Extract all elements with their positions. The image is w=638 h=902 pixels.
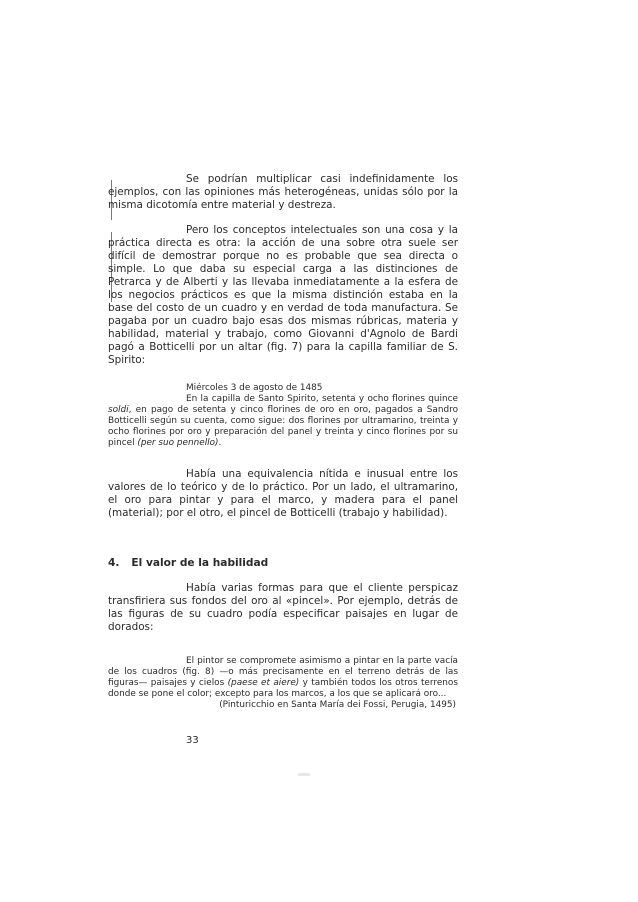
scan-smudge — [298, 773, 310, 776]
quote-body-part: y también todos los otros terrenos donde se pone el color; excepto para los marcos, a los que se aplicará oro... — [108, 678, 458, 699]
section-heading — [108, 557, 268, 570]
quote-italic-soldi: soldi — [108, 405, 129, 415]
page-number: 33 — [186, 735, 199, 746]
quote-source: (Pinturicchio en Santa María dei Fossi, Perugia, 1495) — [219, 700, 456, 710]
quote-body — [108, 394, 458, 449]
paragraph-4 — [108, 582, 458, 634]
paragraph-2 — [108, 224, 458, 367]
paragraph-4-text: Había varias formas para que el cliente perspicaz transfiriera sus fondos del oro al «pincel». Por ejemplo, detrás de las figuras de su cuadro podía especificar paisajes en lugar de dorados: — [108, 582, 458, 633]
quote-body — [108, 656, 458, 700]
quote-botticelli — [108, 383, 458, 449]
section-number: 4. — [108, 557, 120, 569]
paragraph-1 — [108, 173, 458, 212]
quote-italic-pennello: (per suo pennello) — [137, 438, 219, 448]
quote-body-part: . — [218, 438, 222, 448]
paragraph-3 — [108, 468, 458, 520]
quote-italic-paese: (paese et aiere) — [227, 678, 300, 688]
paragraph-2-text: Pero los conceptos intelectuales son una cosa y la práctica directa es otra: la acción de una sobre otra suele ser difícil de demostrar porque no es probable que sea directa o simple. Lo que daba su especial carga a las distinciones de Petrarca y de Alberti y las llevaba inmediatamente a la esfera de los negocios prácticos es que la misma distinción estaba en la base del costo de un cuadro y en verdad de toda manufactura. Se pagaba por un cuadro bajo esas dos mismas rúbricas, materia y habilidad, material y trabajo, como Giovanni d'Agnolo de Bardi pagó a Botticelli por un altar (fig. 7) para la capilla familiar de S. Spirito: — [108, 224, 458, 366]
paragraph-1-text: Se podrían multiplicar casi indefinidamente los ejemplos, con las opiniones más heterogéneas, unidas sólo por la misma dicotomía entre material y destreza. — [108, 173, 458, 211]
quote-body-part: , en pago de setenta y cinco florines de oro en oro, pagados a Sandro Botticelli según su cuenta, como sigue: dos florines por ultramarino, treinta y ocho florines por oro y preparación del panel y treinta y cinco florines por su pincel — [108, 405, 458, 448]
section-title: El valor de la habilidad — [131, 557, 269, 569]
quote-pinturicchio — [108, 656, 458, 711]
quote-body-part: El pintor se compromete asimismo a pintar en la parte vacía de los cuadros (fig. 8) —o más precisamente en el terreno detrás de las figuras— paisajes y cielos — [108, 656, 458, 688]
quote-body-part: En la capilla de Santo Spirito, setenta y ocho florines quince — [186, 394, 458, 404]
quote-date: Miércoles 3 de agosto de 1485 — [186, 383, 323, 393]
paragraph-3-text: Había una equivalencia nítida e inusual entre los valores de lo teórico y de lo práctico. Por un lado, el ultramarino, el oro para pintar y para el marco, y madera para el panel (material); por el otro, el pincel de Botticelli (trabajo y habilidad). — [108, 468, 458, 519]
